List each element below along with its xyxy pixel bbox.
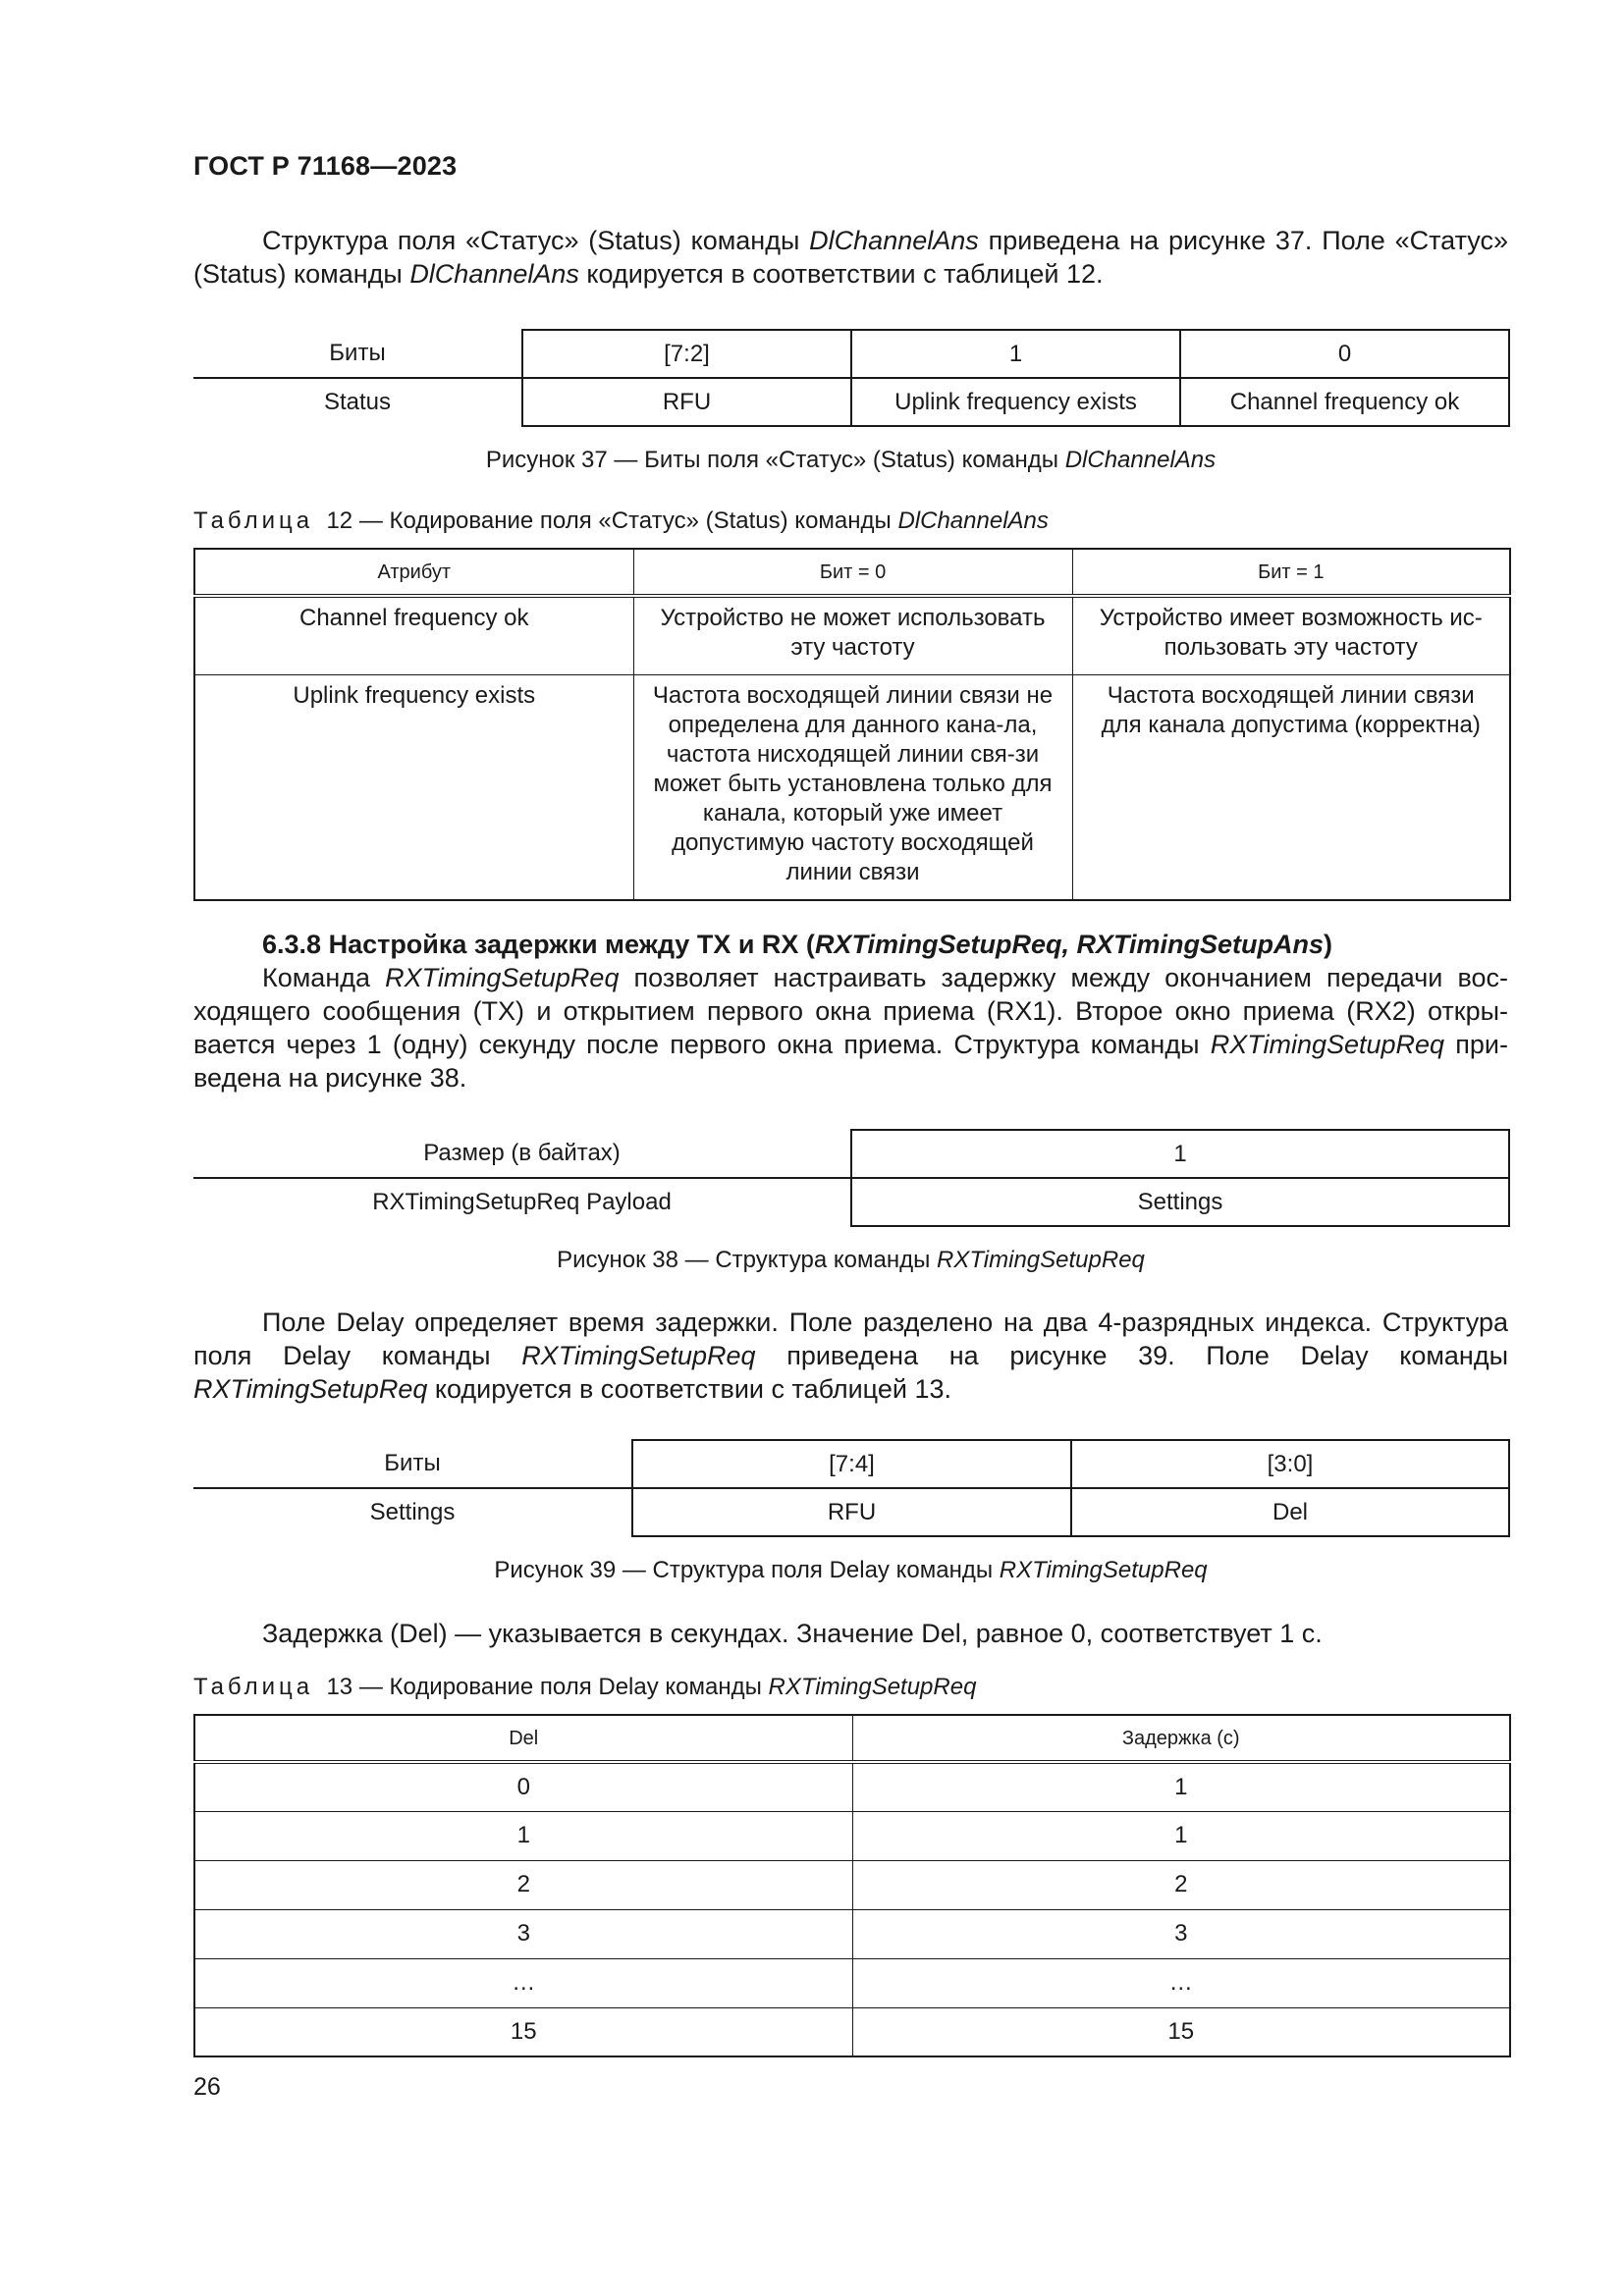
table-cell: Channel frequency ok [194,596,633,674]
delay-command-2: RXTimingSetupReq [193,1374,428,1404]
section-title: Настройка задержки между TX и RX ( [321,930,815,959]
delay-paragraph [193,1306,1508,1406]
caption-text: Рисунок 38 — Структура команды [557,1247,937,1273]
intro-command-2: DlChannelAns [409,259,579,289]
fig37-cell: Uplink frequency exists [851,378,1180,426]
table-cell: 2 [852,1860,1510,1909]
table-title-command: DlChannelAns [897,507,1049,534]
fig39-cell: Del [1071,1488,1509,1536]
fig37-cell: RFU [522,378,851,426]
section-text-3: при-ведена на рисунке 38. [193,1030,1508,1093]
section-paragraph [193,961,1508,1095]
table-cell: 3 [852,1909,1510,1958]
intro-text-2: приведена на рисунке 37. Поле «Статус» (Status) команды [193,226,1508,289]
table-row [194,2007,1510,2056]
caption-text: Рисунок 39 — Структура поля Delay команды [494,1557,1000,1583]
table-row [194,1958,1510,2007]
fig39-cell: [7:4] [632,1440,1071,1488]
table-header: Бит = 1 [1072,549,1510,596]
section-text-1: Команда [262,963,386,992]
table-cell: 15 [852,2007,1510,2056]
fig37-cell: 0 [1180,330,1509,378]
table-row [194,1811,1510,1860]
table-13 [193,1714,1511,2057]
caption-text: Рисунок 37 — Биты поля «Статус» (Status) команды [485,447,1065,473]
caption-command: DlChannelAns [1064,447,1217,473]
table-row [194,596,1510,674]
fig39-label-bits: Биты [193,1440,632,1488]
figure-37-table [193,329,1510,427]
figure-39-caption [193,1557,1508,1584]
table-cell: 2 [194,1860,852,1909]
table-cell: 1 [194,1811,852,1860]
intro-text-1: Структура поля «Статус» (Status) команды [262,226,810,255]
table-label: Таблица [193,1674,314,1700]
fig37-cell: 1 [851,330,1180,378]
table-cell: Частота восходящей линии связи для канала допустима (корректна) [1072,674,1510,900]
section-6-3-8 [193,928,1508,1095]
table-cell: … [852,1958,1510,2007]
table-12-caption [193,507,1049,535]
fig39-cell: [3:0] [1071,1440,1509,1488]
table-row [194,674,1510,900]
figure-38-caption [193,1247,1508,1274]
table-13-caption [193,1674,976,1701]
fig37-label-status: Status [323,389,392,415]
delay-text-2: приведена на рисунке 39. Поле Delay команды [755,1341,1509,1370]
table-row [194,1860,1510,1909]
caption-command: RXTimingSetupReq [999,1557,1208,1583]
intro-command-1: DlChannelAns [809,226,979,255]
figure-38-table [193,1129,1510,1227]
table-header: Атрибут [194,549,633,596]
delay-note [193,1617,1508,1650]
table-header: Del [194,1715,852,1762]
section-command-1: RXTimingSetupReq [385,963,620,992]
table-cell: 1 [852,1762,1510,1811]
table-row [194,1909,1510,1958]
table-cell: 3 [194,1909,852,1958]
table-cell: 15 [194,2007,852,2056]
fig38-cell: 1 [851,1130,1509,1178]
section-title-commands: RXTimingSetupReq, RXTimingSetupAns [814,930,1324,959]
caption-command: RXTimingSetupReq [937,1247,1145,1273]
table-title: 12 — Кодирование поля «Статус» (Status) команды [326,507,898,534]
intro-text-3: кодируется в соответствии с таблицей 12. [578,259,1104,289]
table-label: Таблица [193,507,314,534]
delay-text-1: Поле Delay определяет время задержки. Поле разделено на два 4-разрядных индекса. Структура поля Delay команды [193,1308,1508,1370]
table-cell: Устройство имеет возможность ис-пользовать эту частоту [1072,596,1510,674]
delay-text-3: кодируется в соответствии с таблицей 13. [427,1374,951,1404]
section-text-2: позволяет настраивать задержку между окончанием передачи вос-ходящего сообщения (TX) и открытием первого окна приема (RX1). Второе окно приема (RX2) откры-вается через 1 (одну) секунду после первого окна приема. Структура команды [193,963,1508,1059]
fig38-label-payload: RXTimingSetupReq Payload [372,1189,672,1215]
fig37-cell: [7:2] [522,330,851,378]
fig39-cell: RFU [632,1488,1071,1536]
page-number: 26 [193,2073,221,2101]
table-header: Бит = 0 [633,549,1072,596]
fig38-cell: Settings [851,1178,1509,1226]
fig39-label-settings: Settings [369,1499,456,1525]
table-cell: 1 [852,1811,1510,1860]
section-command-2: RXTimingSetupReq [1210,1030,1445,1059]
table-cell: 0 [194,1762,852,1811]
fig37-label-bits: Биты [193,330,522,378]
table-cell: Частота восходящей линии связи не определена для данного кана-ла, частота нисходящей линии свя-зи может быть установлена только для канала, который уже имеет допустимую частоту восходящей линии связи [633,674,1072,900]
figure-39-table [193,1439,1510,1537]
table-cell: Uplink frequency exists [194,674,633,900]
table-cell: Устройство не может использовать эту частоту [633,596,1072,674]
table-cell: … [194,1958,852,2007]
figure-37-caption [193,447,1508,474]
section-title-end: ) [1323,930,1332,959]
document-header: ГОСТ Р 71168—2023 [193,151,458,181]
table-header: Задержка (с) [852,1715,1510,1762]
table-12 [193,548,1511,901]
fig37-cell: Channel frequency ok [1180,378,1509,426]
section-heading [193,928,1508,961]
fig38-label-size: Размер (в байтах) [193,1130,851,1178]
table-row [194,1762,1510,1811]
table-title-command: RXTimingSetupReq [768,1674,977,1700]
delay-note-text: Задержка (Del) — указывается в секундах. Значение Del, равное 0, соответствует 1 с. [262,1619,1323,1648]
intro-paragraph [193,224,1508,291]
section-number: 6.3.8 [262,930,322,959]
delay-command-1: RXTimingSetupReq [521,1341,756,1370]
table-title: 13 — Кодирование поля Delay команды [326,1674,769,1700]
